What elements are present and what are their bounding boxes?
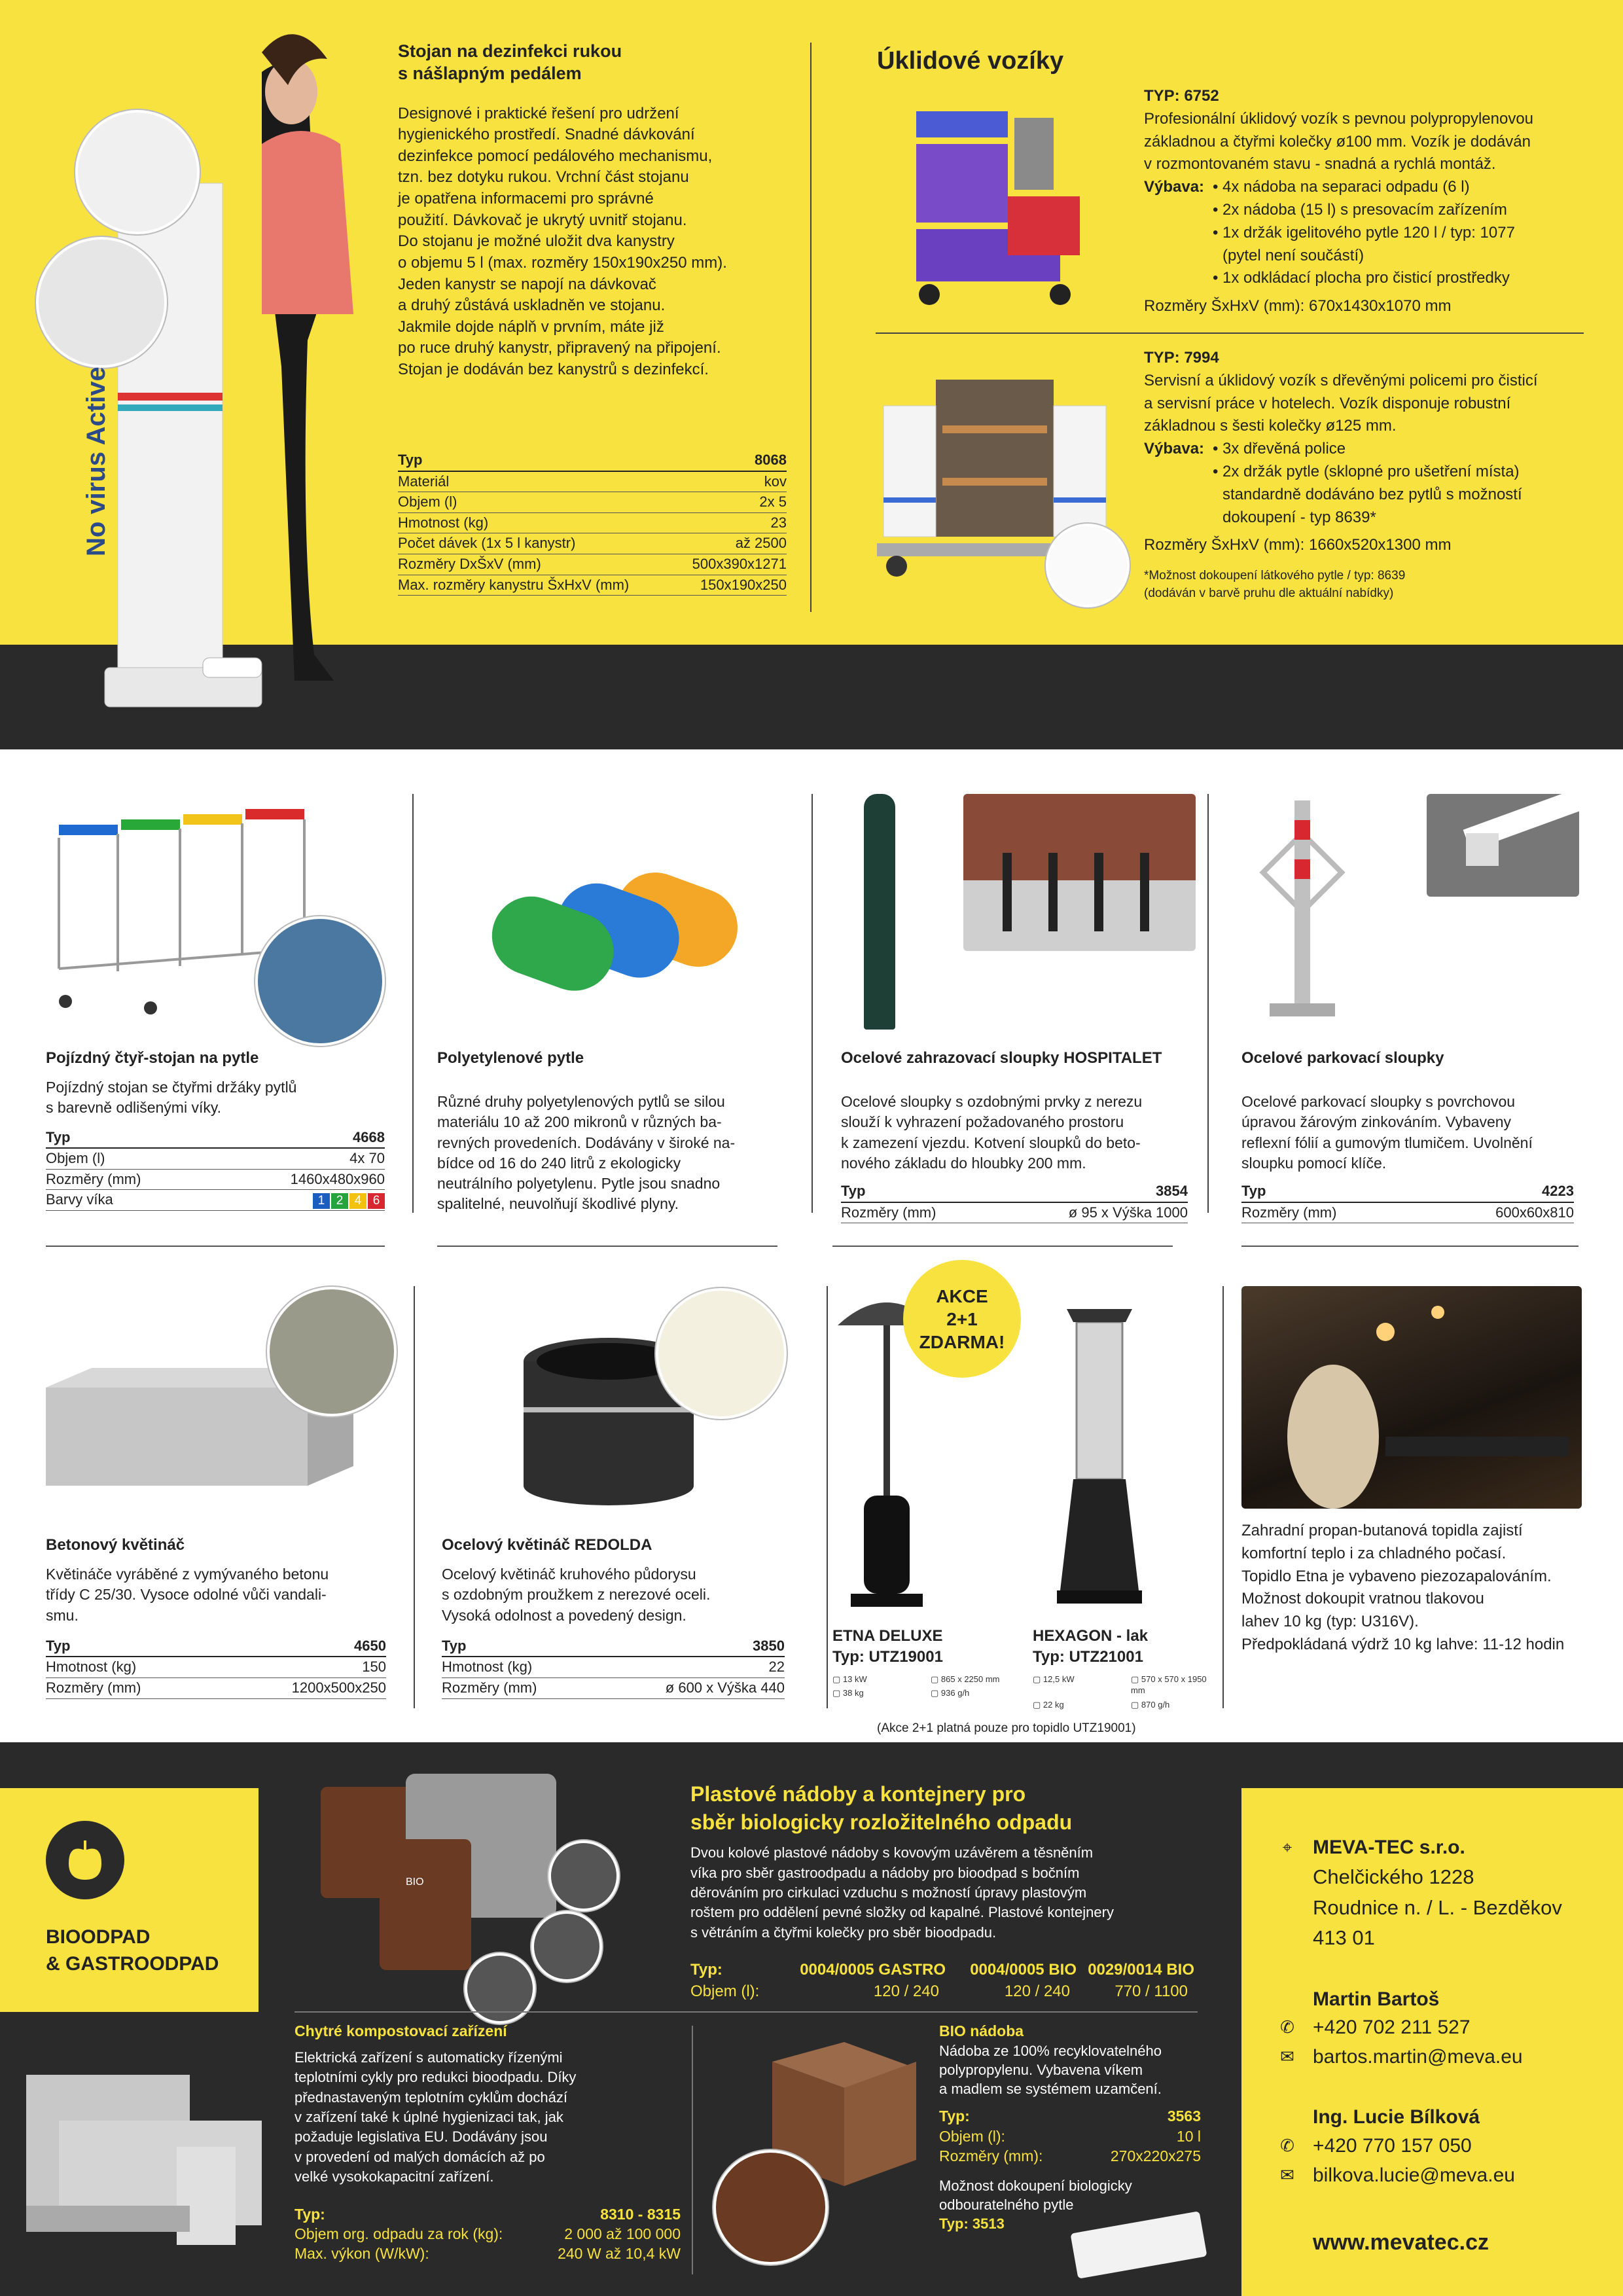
heaters-desc <box>1241 1520 1588 1657</box>
bio-box-block <box>939 2021 1201 2233</box>
divider-r1-2 <box>812 794 813 1213</box>
divider-carts <box>876 332 1584 334</box>
text-line: • 2x nádoba (15 l) s presovacím zařízením <box>1144 199 1589 222</box>
text-line: přednastaveným teplotním cyklům dochází <box>294 2089 567 2106</box>
cart-1-dims: Rozměry ŠxHxV (mm): 670x1430x1070 mm <box>1144 297 1452 315</box>
hexagon-block <box>1033 1626 1222 1710</box>
cart-2-equipment: Výbava: • 3x dřevěná police • 2x držák pytle (sklopné pro ušetření místa) standardně dodáváno bez pytlů s možností dokoupení - typ 8639* <box>1144 438 1589 529</box>
bio-desc <box>690 1843 1201 1943</box>
bollard-desc <box>841 1092 1188 1174</box>
stand-desc <box>398 103 791 381</box>
text-line: v provedení od malých domácích až po <box>294 2148 545 2165</box>
text-line: a servisní práce v hotelech. Vozík disponuje robustní <box>1144 394 1511 412</box>
promo-badge: AKCE 2+1 ZDARMA! <box>903 1260 1021 1378</box>
text-line: tzn. bez dotyku rukou. Vrchní část stojanu <box>398 168 689 187</box>
text-line: Předpokládaná výdrž 10 kg lahve: 11-12 hodin <box>1241 1635 1565 1653</box>
text-line: Nádoba ze 100% recyklovatelného <box>939 2043 1162 2060</box>
text-line: bídce od 16 do 240 litrů z ekologicky <box>437 1154 681 1172</box>
location-icon: ⌖ <box>1282 1837 1293 1857</box>
bio-types: Typ: 0004/0005 GASTRO 0004/0005 BIO 0029/0014 BIO Objem (l): 120 / 240 120 / 240 770 / 1100 <box>690 1961 1194 2000</box>
steel-planter-title: Ocelový květináč REDOLDA <box>442 1536 652 1554</box>
bio-label-box <box>0 1788 259 2012</box>
bio-block <box>690 1780 1201 2002</box>
color-swatch: 1 <box>313 1193 330 1209</box>
text-line: Stojan je dodáván bez kanystrů s dezinfekcí. <box>398 361 709 378</box>
carts-title: Úklidové vozíky <box>877 47 1064 75</box>
bag-stand-title: Pojízdný čtyř-stojan na pytle <box>46 1049 259 1067</box>
table-row: Barvy víka 1 2 4 6 <box>46 1190 385 1211</box>
text-line: materiálu 10 až 200 mikronů v různých ba- <box>437 1113 722 1131</box>
text-line: k zamezení vjezdu. Kotvení sloupků do beto- <box>841 1134 1141 1151</box>
plastic-bags-image <box>471 851 759 1008</box>
color-swatch: 4 <box>349 1193 366 1209</box>
bio-box-desc <box>939 2041 1201 2098</box>
cart-2-note: *Možnost dokoupení látkového pytle / typ: 8639 (dodáván v barvě pruhu dle aktuální nabídky) <box>1144 569 1406 600</box>
plastic-bags-desc <box>437 1092 791 1215</box>
text-line: požaduje legislativa EU. Dodávány jsou <box>294 2128 548 2145</box>
bio-bin-label: BIO <box>406 1876 424 1888</box>
bio-apple-icon <box>46 1821 124 1899</box>
steel-planter-circle <box>656 1288 787 1419</box>
cart-1-type: TYP: 6752 <box>1144 87 1219 105</box>
cart-1-image <box>903 98 1099 314</box>
bio-rule <box>294 2011 1198 2013</box>
stand-detail-circle-1 <box>75 110 200 234</box>
contact-2-name: Ing. Lucie Bílková <box>1313 2106 1480 2128</box>
company-address: Chelčického 1228 Roudnice n. / L. - Bezděkov 413 01 <box>1313 1865 1562 1949</box>
plastic-bags-rule <box>437 1246 777 1247</box>
cart-1-block <box>1144 85 1589 318</box>
composter-title: Chytré kompostovací zařízení <box>294 2022 507 2039</box>
hexagon-heater-image <box>1054 1302 1145 1610</box>
text-line: • 1x odkládací plocha pro čisticí prostředky <box>1144 267 1589 290</box>
text-line: o objemu 5 l (max. rozměry 150x190x250 mm). <box>398 253 727 272</box>
table-row: Typ 4223 <box>1241 1181 1574 1202</box>
text-line: komfortní teplo i za chladného počasí. <box>1241 1544 1507 1562</box>
text-line: nového základu do hloubky 200 mm. <box>841 1154 1086 1172</box>
contact-block <box>1277 1833 1618 2257</box>
bag-stand-block <box>46 1049 385 1211</box>
table-row: Max. rozměry kanystru ŠxHxV (mm) 150x190x250 <box>398 575 787 596</box>
text-line: Ocelové sloupky s ozdobnými prvky z nerezu <box>841 1093 1143 1110</box>
text-line: dezinfekce pomocí pedálového mechanismu, <box>398 147 713 165</box>
parking-post-image <box>1237 794 1387 1030</box>
etna-block <box>832 1626 1009 1699</box>
color-swatch: 6 <box>368 1193 385 1209</box>
text-line: úpravou žárovým zinkováním. Vybaveny <box>1241 1113 1512 1131</box>
text-line: Různé druhy polyetylenových pytlů se silou <box>437 1093 725 1110</box>
text-line: reflexní fólií a gumovým tlumičem. Uvolnění <box>1241 1134 1533 1151</box>
cart-2-type: TYP: 7994 <box>1144 349 1219 367</box>
table-row: Typ 4650 <box>46 1636 386 1657</box>
text-line: roštem pro oddělení pevné složky od kapalné. Plastové kontejnery <box>690 1904 1114 1921</box>
text-line: • 4x nádoba na separaci odpadu (6 l) <box>1144 176 1589 199</box>
bio-bins-circle-1 <box>548 1840 619 1911</box>
text-line: slouží k vyhrazení požadovaného prostoru <box>841 1113 1124 1131</box>
parking-post-desc <box>1241 1092 1574 1174</box>
text-line: Designové i praktické řešení pro udržení <box>398 104 679 122</box>
text-line: Servisní a úklidový vozík s dřevěnými policemi pro čisticí <box>1144 371 1538 389</box>
text-line: s barevně odlišenými víky. <box>46 1099 222 1117</box>
composter-block <box>294 2021 681 2264</box>
concrete-planter-circle <box>267 1287 397 1416</box>
text-line: Elektrická zařízení s automaticky řízenými <box>294 2049 563 2066</box>
text-line: v rozmontovaném stavu - snadná a rychlá montáž. <box>1144 155 1496 173</box>
text-line: velké vysokokapacitní zařízení. <box>294 2168 494 2185</box>
parking-post-title: Ocelové parkovací sloupky <box>1241 1049 1444 1067</box>
stand-brand: No virus Active <box>82 367 111 556</box>
text-line: teplotními cykly pro redukci bioodpadu. Díky <box>294 2069 577 2086</box>
table-row: Rozměry (mm) 1200x500x250 <box>46 1677 386 1698</box>
text-line: víka pro sběr gastroodpadu a nádoby pro bioodpad s bočním <box>690 1864 1080 1881</box>
text-line: revných provedeních. Dodávány v široké na- <box>437 1134 736 1151</box>
composter-specs: Typ: 8310 - 8315 Objem org. odpadu za rok (kg): 2 000 až 100 000 Max. výkon (W/kW): 240 W až 10,4 kW <box>294 2205 681 2263</box>
table-row: Typ 3854 <box>841 1181 1188 1202</box>
table-row: Materiál kov <box>398 471 787 492</box>
table-row: Typ 3850 <box>442 1636 785 1657</box>
text-line: děrováním pro cirkulaci vzduchu s možností úpravy plastovým <box>690 1884 1087 1901</box>
table-row: Hmotnost (kg) 23 <box>398 512 787 533</box>
text-line: Možnost dokoupit vratnou tlakovou <box>1241 1590 1484 1608</box>
contact-1-mail[interactable]: bartos.martin@meva.eu <box>1313 2046 1523 2068</box>
contact-2-mail[interactable]: bilkova.lucie@meva.eu <box>1313 2164 1515 2186</box>
bio-box-more: Možnost dokoupení biologicky odbouratelného pytle Typ: 3513 <box>939 2178 1132 2233</box>
text-line: lahev 10 kg (typ: U316V). <box>1241 1613 1419 1631</box>
bio-label: BIOODPAD & GASTROODPAD <box>46 1926 219 1975</box>
bag-stand-circle <box>255 916 385 1046</box>
bio-title: Plastové nádoby a kontejnery pro sběr biologicky rozložitelného odpadu <box>690 1782 1073 1835</box>
text-line: dokoupení - typ 8639* <box>1222 508 1376 526</box>
table-row: Počet dávek (1x 5 l kanystr) až 2500 <box>398 533 787 554</box>
table-row: Rozměry DxŠxV (mm) 500x390x1271 <box>398 554 787 575</box>
contact-1-name: Martin Bartoš <box>1313 1988 1440 2010</box>
text-line: Vysoká odolnost a povedený design. <box>442 1606 687 1624</box>
text-line: • 1x držák igelitového pytle 120 l / typ: 1077 <box>1144 222 1589 245</box>
mail-icon: ✉ <box>1280 2164 1294 2185</box>
composter-image <box>13 2062 272 2255</box>
bio-bins-circle-2 <box>531 1911 602 1982</box>
text-line: smu. <box>46 1606 79 1624</box>
parking-post-block <box>1241 1049 1574 1223</box>
text-line: po ruce druhý kanystr, připravený na připojení. <box>398 339 721 357</box>
etna-type: Typ: UTZ19001 <box>832 1648 943 1666</box>
text-line: základnou a čtyřmi kolečky ø100 mm. Vozík je dodáván <box>1144 132 1531 151</box>
text-line: hygienického prostředí. Snadné dávkování <box>398 126 695 144</box>
cart-2-bag-circle <box>1046 524 1130 607</box>
steel-planter-desc <box>442 1564 785 1626</box>
hexagon-specs: ▢ 12,5 kW ▢ 570 x 570 x 1950 mm ▢ 22 kg ▢ 870 g/h <box>1033 1674 1207 1710</box>
text-line: Pojízdný stojan se čtyřmi držáky pytlů <box>46 1079 297 1096</box>
bollard-title: Ocelové zahrazovací sloupky HOSPITALET <box>841 1049 1162 1067</box>
bollard-block <box>841 1049 1188 1223</box>
stand-title: Stojan na dezinfekci rukou s nášlapným pedálem <box>398 41 622 83</box>
text-line: použití. Dávkovač je ukrytý uvnitř stojanu. <box>398 211 687 229</box>
text-line: Do stojanu je možné uložit dva kanystry <box>398 232 675 251</box>
divider-r1-1 <box>412 794 414 1213</box>
divider-r1-3 <box>1207 794 1209 1213</box>
etna-specs: ▢ 13 kW ▢ 865 x 2250 mm ▢ 38 kg ▢ 936 g/h <box>832 1674 1000 1698</box>
bio-box-title: BIO nádoba <box>939 2022 1024 2039</box>
text-line: základnou s šesti kolečky ø125 mm. <box>1144 417 1397 435</box>
stand-block <box>398 41 791 381</box>
text-line: Dvou kolové plastové nádoby s kovovým uzávěrem a těsněním <box>690 1844 1094 1861</box>
text-line: Květináče vyráběné z vymývaného betonu <box>46 1566 329 1583</box>
table-row: Typ 8068 <box>398 450 787 471</box>
cart-1-equipment: Výbava: • 4x nádoba na separaci odpadu (6 l) • 2x nádoba (15 l) s presovacím zařízením • 1x držák igelitového pytle 120 l / typ: 1077 (pytel není součástí) • 1x odkládací plocha pro čisticí prostředky <box>1144 176 1589 290</box>
bag-stand-desc <box>46 1077 385 1119</box>
bio-box-specs: Typ: 3563 Objem (l): 10 l Rozměry (mm): 270x220x275 <box>939 2108 1201 2164</box>
stand-table <box>398 450 787 596</box>
table-row: Objem (l) 2x 5 <box>398 492 787 513</box>
cart-2-dims: Rozměry ŠxHxV (mm): 1660x520x1300 mm <box>1144 536 1452 554</box>
text-line: Ocelové parkovací sloupky s povrchovou <box>1241 1093 1516 1110</box>
text-line: třídy C 25/30. Vysoce odolné vůči vandali- <box>46 1586 327 1604</box>
table-row: Hmotnost (kg) 22 <box>442 1657 785 1677</box>
text-line: polypropylenu. Vybavena víkem <box>939 2062 1143 2079</box>
text-line: • 2x držák pytle (sklopné pro ušetření místa) <box>1144 461 1589 484</box>
text-line: je opatřena informacemi pro správné <box>398 190 654 207</box>
divider-r2-2 <box>827 1286 828 1708</box>
stand-detail-circle-2 <box>36 237 167 368</box>
concrete-planter-block <box>46 1535 386 1699</box>
text-line: Ocelový květináč kruhového půdorysu <box>442 1566 696 1583</box>
company-name: MEVA-TEC s.r.o. <box>1313 1837 1465 1858</box>
steel-planter-block <box>442 1535 785 1699</box>
parking-post-rule <box>1241 1246 1578 1247</box>
table-row: Rozměry (mm) ø 600 x Výška 440 <box>442 1677 785 1698</box>
bollard-photo <box>963 794 1196 951</box>
text-line: (pytel není součástí) <box>1222 246 1364 264</box>
bio-box-circle <box>713 2150 828 2265</box>
text-line: spalitelné, neuvolňují škodlivé plyny. <box>437 1195 679 1213</box>
website-link[interactable]: www.mevatec.cz <box>1313 2229 1489 2255</box>
text-line: Jeden kanystr se napojí na dávkovač <box>398 275 656 293</box>
hexagon-type: Typ: UTZ21001 <box>1033 1648 1143 1666</box>
hexagon-name: HEXAGON - lak <box>1033 1627 1149 1645</box>
text-line: Zahradní propan-butanová topidla zajistí <box>1241 1522 1523 1539</box>
cart-1-desc <box>1144 108 1589 176</box>
text-line: standardně dodáváno bez pytlů s možností <box>1222 485 1522 503</box>
phone-icon: ✆ <box>1280 2135 1294 2155</box>
concrete-planter-desc <box>46 1564 386 1626</box>
text-line: • 3x dřevěná police <box>1144 438 1589 461</box>
divider-top <box>810 43 812 612</box>
divider-r2-3 <box>1222 1286 1224 1708</box>
cart-2-block <box>1144 347 1589 602</box>
text-line: a madlem se systémem uzamčení. <box>939 2081 1162 2098</box>
table-row: Objem (l) 4x 70 <box>46 1148 385 1169</box>
bag-stand-rule <box>46 1246 385 1247</box>
cart-2-desc <box>1144 370 1589 438</box>
mail-icon: ✉ <box>1280 2047 1294 2066</box>
text-line: sloupku pomocí klíče. <box>1241 1154 1387 1172</box>
table-row: Rozměry (mm) 1460x480x960 <box>46 1169 385 1190</box>
table-row: Hmotnost (kg) 150 <box>46 1657 386 1677</box>
text-line: s větráním a čtyřmi kolečky pro sběr bioodpadu. <box>690 1924 997 1941</box>
table-row: Typ 4668 <box>46 1128 385 1149</box>
etna-name: ETNA DELUXE <box>832 1627 943 1645</box>
bio-divider <box>692 2026 693 2274</box>
table-row: Rozměry (mm) ø 95 x Výška 1000 <box>841 1202 1188 1223</box>
table-row: Rozměry (mm) 600x60x810 <box>1241 1202 1574 1223</box>
composter-desc <box>294 2048 681 2187</box>
terrace-photo <box>1241 1286 1582 1509</box>
text-line: v zařízení také k úplné hygienizaci tak, jak <box>294 2109 563 2126</box>
text-line: a druhý zůstává uskladněn ve stojanu. <box>398 296 666 315</box>
concrete-planter-title: Betonový květináč <box>46 1536 185 1554</box>
promo-note: (Akce 2+1 platná pouze pro topidlo UTZ19001) <box>877 1721 1136 1735</box>
color-swatch: 2 <box>331 1193 348 1209</box>
text-line: Topidlo Etna je vybaveno piezozapalováním. <box>1241 1567 1552 1585</box>
text-line: s ozdobným proužkem z nerezové oceli. <box>442 1586 711 1604</box>
bio-bins-circle-3 <box>465 1953 535 2024</box>
divider-r2-1 <box>414 1286 415 1708</box>
text-line: Profesionální úklidový vozík s pevnou polypropylenovou <box>1144 109 1534 128</box>
text-line: neutrálního polyetylenu. Pytle jsou snadno <box>437 1175 721 1193</box>
plastic-bags-block <box>437 1049 791 1215</box>
contact-2-phone[interactable]: +420 770 157 050 <box>1313 2134 1472 2157</box>
bollard-rule <box>832 1246 1173 1247</box>
contact-1-phone[interactable]: +420 702 211 527 <box>1313 2017 1471 2038</box>
parking-post-photo <box>1427 794 1579 897</box>
bollard-image <box>864 794 895 1030</box>
plastic-bags-title: Polyetylenové pytle <box>437 1049 584 1067</box>
text-line: Jakmile dojde náplň v prvním, máte již <box>398 317 664 336</box>
phone-icon: ✆ <box>1280 2017 1294 2037</box>
